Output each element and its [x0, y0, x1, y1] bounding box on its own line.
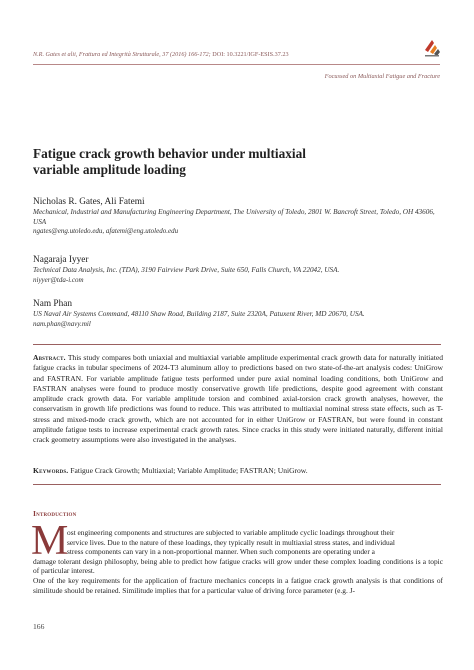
doi-text: DOI: 10.3221/IGF-ESIS.37.23	[212, 51, 289, 58]
abstract-label: Abstract.	[33, 353, 66, 362]
author-names: Nicholas R. Gates, Ali Fatemi	[33, 197, 145, 207]
author-names: Nam Phan	[33, 299, 72, 309]
author-affiliation: Technical Data Analysis, Inc. (TDA), 3190 Fairview Park Drive, Suite 650, Falls Church, VA 22042, USA.	[33, 266, 340, 274]
keywords-label: Keywords.	[33, 466, 69, 475]
journal-logo-icon	[423, 36, 441, 58]
author-email: niyyer@tda-i.com	[33, 275, 84, 284]
intro-line: stress components can vary in a non-proportional manner. When such components are operating under a	[67, 547, 375, 557]
author-email: nam.phan@navy.mil	[33, 319, 91, 328]
page-number: 166	[33, 622, 45, 631]
abstract-top-rule	[33, 344, 441, 345]
author-names: Nagaraja Iyyer	[33, 255, 89, 265]
intro-line: service lives. Due to the nature of these loadings, they typically result in multiaxial stress states, and individual	[67, 537, 395, 547]
keywords-bottom-rule	[33, 484, 441, 485]
drop-cap-letter: M	[31, 518, 69, 564]
section-heading-introduction: Introduction	[33, 509, 77, 518]
header-citation	[33, 51, 393, 58]
author-affiliation: US Naval Air Systems Command, 48110 Shaw Road, Building 2187, Suite 2320A, Patuxent River, MD 20670, USA.	[33, 310, 365, 318]
author-affiliation: Mechanical, Industrial and Manufacturing Engineering Department, The University of Toledo, 2801 W. Bancroft Street, Toledo, OH 43606, USA	[33, 208, 435, 226]
author-email: ngates@eng.utoledo.edu, afatemi@eng.utoledo.edu	[33, 227, 179, 235]
paper-title: Fatigue crack growth behavior under multiaxial variable amplitude loading	[33, 146, 306, 177]
header-focus-line: Focussed on Multiaxial Fatigue and Fracture	[324, 73, 440, 80]
intro-line: ost engineering components and structures are subjected to variable amplitude cyclic loadings throughout their	[67, 528, 395, 537]
intro-paragraph-2: One of the key requirements for the application of fracture mechanics concepts in a fatigue crack growth analysis is that conditions of similitude should be retained. Similitude implies that for a particular value of driving force parameter (e.g. J-	[33, 575, 443, 595]
introduction-body	[33, 528, 443, 595]
keywords-text: Fatigue Crack Growth; Multiaxial; Variable Amplitude; FASTRAN; UniGrow.	[70, 466, 308, 475]
keywords-paragraph	[33, 466, 443, 476]
intro-text-continued: damage tolerant design philosophy, being able to predict how fatigue cracks will grow under these complex loading conditions is a topic of particular interest.	[33, 556, 443, 576]
citation-text: N.R. Gates et alii, Frattura ed Integrità Strutturale, 37 (2016) 166-172;	[33, 51, 211, 58]
author-block-2	[33, 254, 443, 285]
abstract-paragraph	[33, 353, 443, 446]
author-block-1	[33, 196, 443, 237]
author-block-3	[33, 298, 443, 329]
header-rule	[33, 64, 440, 65]
abstract-text: This study compares both uniaxial and multiaxial variable amplitude experimental crack growth data for naturally initiated fatigue cracks in tubular specimens of 2024-T3 aluminum alloy to predictions based on two state-of-the-art analysis codes: UniGrow and FASTRAN. For variable amplitude fatigue tests performed under pure axial nominal loading conditions, both UniGrow and FASTRAN analyses were found to produce mostly conservative growth life predictions, despite good agreement with constant amplitude crack growth data. For variable amplitude torsion and combined axial-torsion crack growth analyses, however, the conservatism in growth life predictions was found to reduce. This was attributed to multiaxial nominal stress state effects, such as T-stress and mixed-mode crack growth, which are not accounted for in either UniGrow or FASTRAN, but were found in constant amplitude fatigue tests to increase experimental crack growth rates. Since cracks in this study were initiated naturally, different initial crack geometry assumptions were also investigated in the analyses.	[33, 353, 443, 445]
